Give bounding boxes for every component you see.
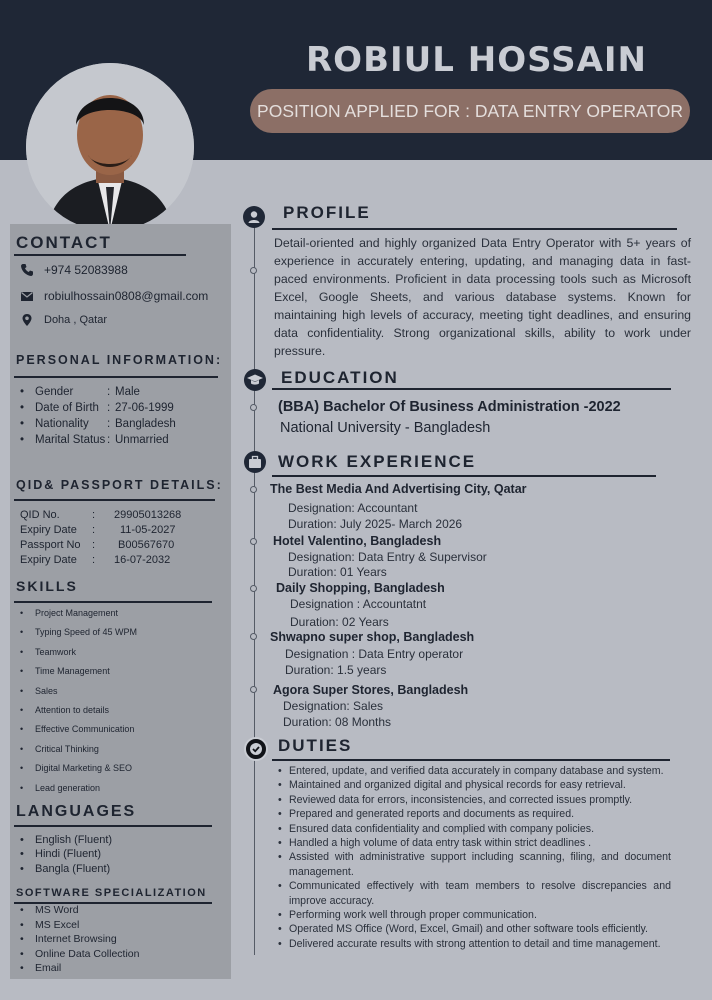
qid-passport-heading: QID& PASSPORT DETAILS:	[16, 478, 223, 492]
duties-rule	[272, 759, 670, 761]
qid-row: Expiry Date : 16-07-2032	[20, 554, 171, 566]
qid-row: Passport No : B00567670	[20, 539, 175, 551]
job-designation: Designation: Sales	[283, 699, 384, 713]
job-designation: Designation: Accountant	[288, 501, 418, 515]
software-item: • Internet Browsing	[20, 933, 139, 948]
job-company: Daily Shopping, Bangladesh	[276, 581, 445, 595]
software-item: • Email	[20, 962, 139, 977]
user-icon	[243, 206, 265, 228]
skill-item: • Sales	[20, 686, 137, 705]
skill-item: • Critical Thinking	[20, 744, 137, 763]
job-duration: Duration: 1.5 years	[285, 663, 387, 677]
personal-info-row: • Gender : Male	[20, 386, 176, 402]
skills-rule	[14, 601, 212, 603]
software-item: • Online Data Collection	[20, 948, 139, 963]
skill-item: • Project Management	[20, 608, 137, 627]
skill-item: • Lead generation	[20, 783, 137, 802]
education-heading: EDUCATION	[281, 368, 399, 387]
duties-heading: DUTIES	[278, 736, 353, 755]
location-text: Doha , Qatar	[44, 314, 107, 326]
qid-row: QID No. : 29905013268	[20, 509, 182, 521]
duty-item: • Assisted with administrative support including scanning, filing, and document management.	[278, 850, 671, 879]
work-experience-heading: WORK EXPERIENCE	[278, 452, 477, 471]
job-designation: Designation: Data Entry & Supervisor	[288, 550, 487, 564]
qid-passport-rule	[14, 499, 215, 501]
job-duration: Duration: July 2025- March 2026	[288, 517, 463, 531]
personal-info-row: • Marital Status : Unmarried	[20, 434, 176, 450]
timeline-dot	[250, 585, 257, 592]
profile-heading: PROFILE	[283, 203, 371, 222]
languages-heading: LANGUAGES	[16, 803, 137, 820]
timeline-dot	[250, 404, 257, 411]
timeline-dot	[250, 686, 257, 693]
duty-item: • Operated MS Office (Word, Excel, Gmail) and other software tools efficiently.	[278, 922, 671, 936]
skill-item: • Teamwork	[20, 647, 137, 666]
duty-item: • Performing work well through proper communication.	[278, 908, 671, 922]
job-company: Shwapno super shop, Bangladesh	[270, 630, 475, 644]
duty-item: • Maintained and organized digital and physical records for easy retrieval.	[278, 778, 671, 792]
briefcase-icon	[244, 451, 266, 473]
personal-info-rule	[14, 376, 218, 378]
contact-phone	[20, 263, 128, 277]
phone-icon	[20, 263, 34, 277]
language-item: • Bangla (Fluent)	[20, 863, 112, 877]
personal-info-list	[20, 386, 176, 450]
duties-list	[278, 764, 671, 951]
software-item: • MS Word	[20, 904, 139, 919]
education-school: National University - Bangladesh	[280, 420, 491, 436]
qid-row: Expiry Date : 11-05-2027	[20, 524, 176, 536]
duty-item: • Entered, update, and verified data accurately in company database and system.	[278, 764, 671, 778]
duty-item: • Communicated effectively with team members to resolve discrepancies and improve accuracy.	[278, 879, 671, 908]
candidate-name: ROBIUL HOSSAIN	[306, 40, 647, 80]
duty-item: • Ensured data confidentiality and complied with company policies.	[278, 822, 671, 836]
skill-item: • Digital Marketing & SEO	[20, 763, 137, 782]
contact-location	[20, 313, 107, 327]
profile-summary: Detail-oriented and highly organized Data Entry Operator with 5+ years of experience in accurately entering, updating, and managing data in fast-paced environments. Proficient in data processing tools such as Microsoft Excel, Google Sheets, and various database systems. Known for maintaining high levels of accuracy, meeting tight deadlines, and ensuring data confidentiality. Strong organizational skills, ability to work under pressure.	[274, 236, 691, 358]
duty-item: • Prepared and generated reports and documents as required.	[278, 807, 671, 821]
personal-info-row: • Date of Birth : 27-06-1999	[20, 402, 176, 418]
email-address: robiulhossain0808@gmail.com	[44, 289, 209, 303]
skills-heading: SKILLS	[16, 578, 78, 594]
software-heading: SOFTWARE SPECIALIZATION	[16, 887, 207, 899]
phone-number: +974 52083988	[44, 263, 128, 277]
job-designation: Designation : Accountatnt	[290, 597, 427, 611]
education-degree: (BBA) Bachelor Of Business Administration -2022	[278, 399, 621, 415]
position-applied-badge: POSITION APPLIED FOR : DATA ENTRY OPERATOR	[250, 89, 690, 133]
job-duration: Duration: 01 Years	[288, 565, 387, 579]
languages-rule	[14, 825, 212, 827]
language-item: • English (Fluent)	[20, 834, 112, 848]
personal-info-heading: PERSONAL INFORMATION:	[16, 353, 223, 367]
skill-item: • Attention to details	[20, 705, 137, 724]
language-item: • Hindi (Fluent)	[20, 848, 112, 862]
job-company: Agora Super Stores, Bangladesh	[273, 683, 469, 697]
software-list	[20, 904, 139, 977]
work-experience-rule	[272, 475, 656, 477]
contact-rule	[14, 254, 186, 256]
timeline-dot	[250, 267, 257, 274]
skill-item: • Time Management	[20, 666, 137, 685]
timeline-dot	[250, 633, 257, 640]
skill-item: • Typing Speed of 45 WPM	[20, 627, 137, 646]
checkmark-icon	[244, 737, 268, 761]
envelope-icon	[20, 289, 34, 303]
skill-item: • Effective Communication	[20, 724, 137, 743]
job-duration: Duration: 02 Years	[290, 615, 389, 629]
software-item: • MS Excel	[20, 919, 139, 934]
job-company: Hotel Valentino, Bangladesh	[273, 534, 442, 548]
duty-item: • Reviewed data for errors, inconsistencies, and corrected issues promptly.	[278, 793, 671, 807]
education-rule	[272, 388, 671, 390]
personal-info-row: • Nationality : Bangladesh	[20, 418, 176, 434]
graduation-cap-icon	[244, 369, 266, 391]
job-company: The Best Media And Advertising City, Qatar	[270, 482, 527, 496]
duty-item: • Delivered accurate results with strong attention to detail and time management.	[278, 937, 671, 951]
skills-list	[20, 608, 137, 802]
contact-email	[20, 289, 208, 303]
profile-photo	[26, 63, 194, 231]
duty-item: • Handled a high volume of data entry task within strict deadlines .	[278, 836, 671, 850]
timeline-dot	[250, 486, 257, 493]
profile-rule	[272, 228, 677, 230]
map-pin-icon	[20, 313, 34, 327]
languages-list	[20, 834, 112, 877]
contact-heading: CONTACT	[16, 233, 112, 252]
job-designation: Designation : Data Entry operator	[285, 647, 464, 661]
timeline-dot	[250, 538, 257, 545]
job-duration: Duration: 08 Months	[283, 715, 392, 729]
